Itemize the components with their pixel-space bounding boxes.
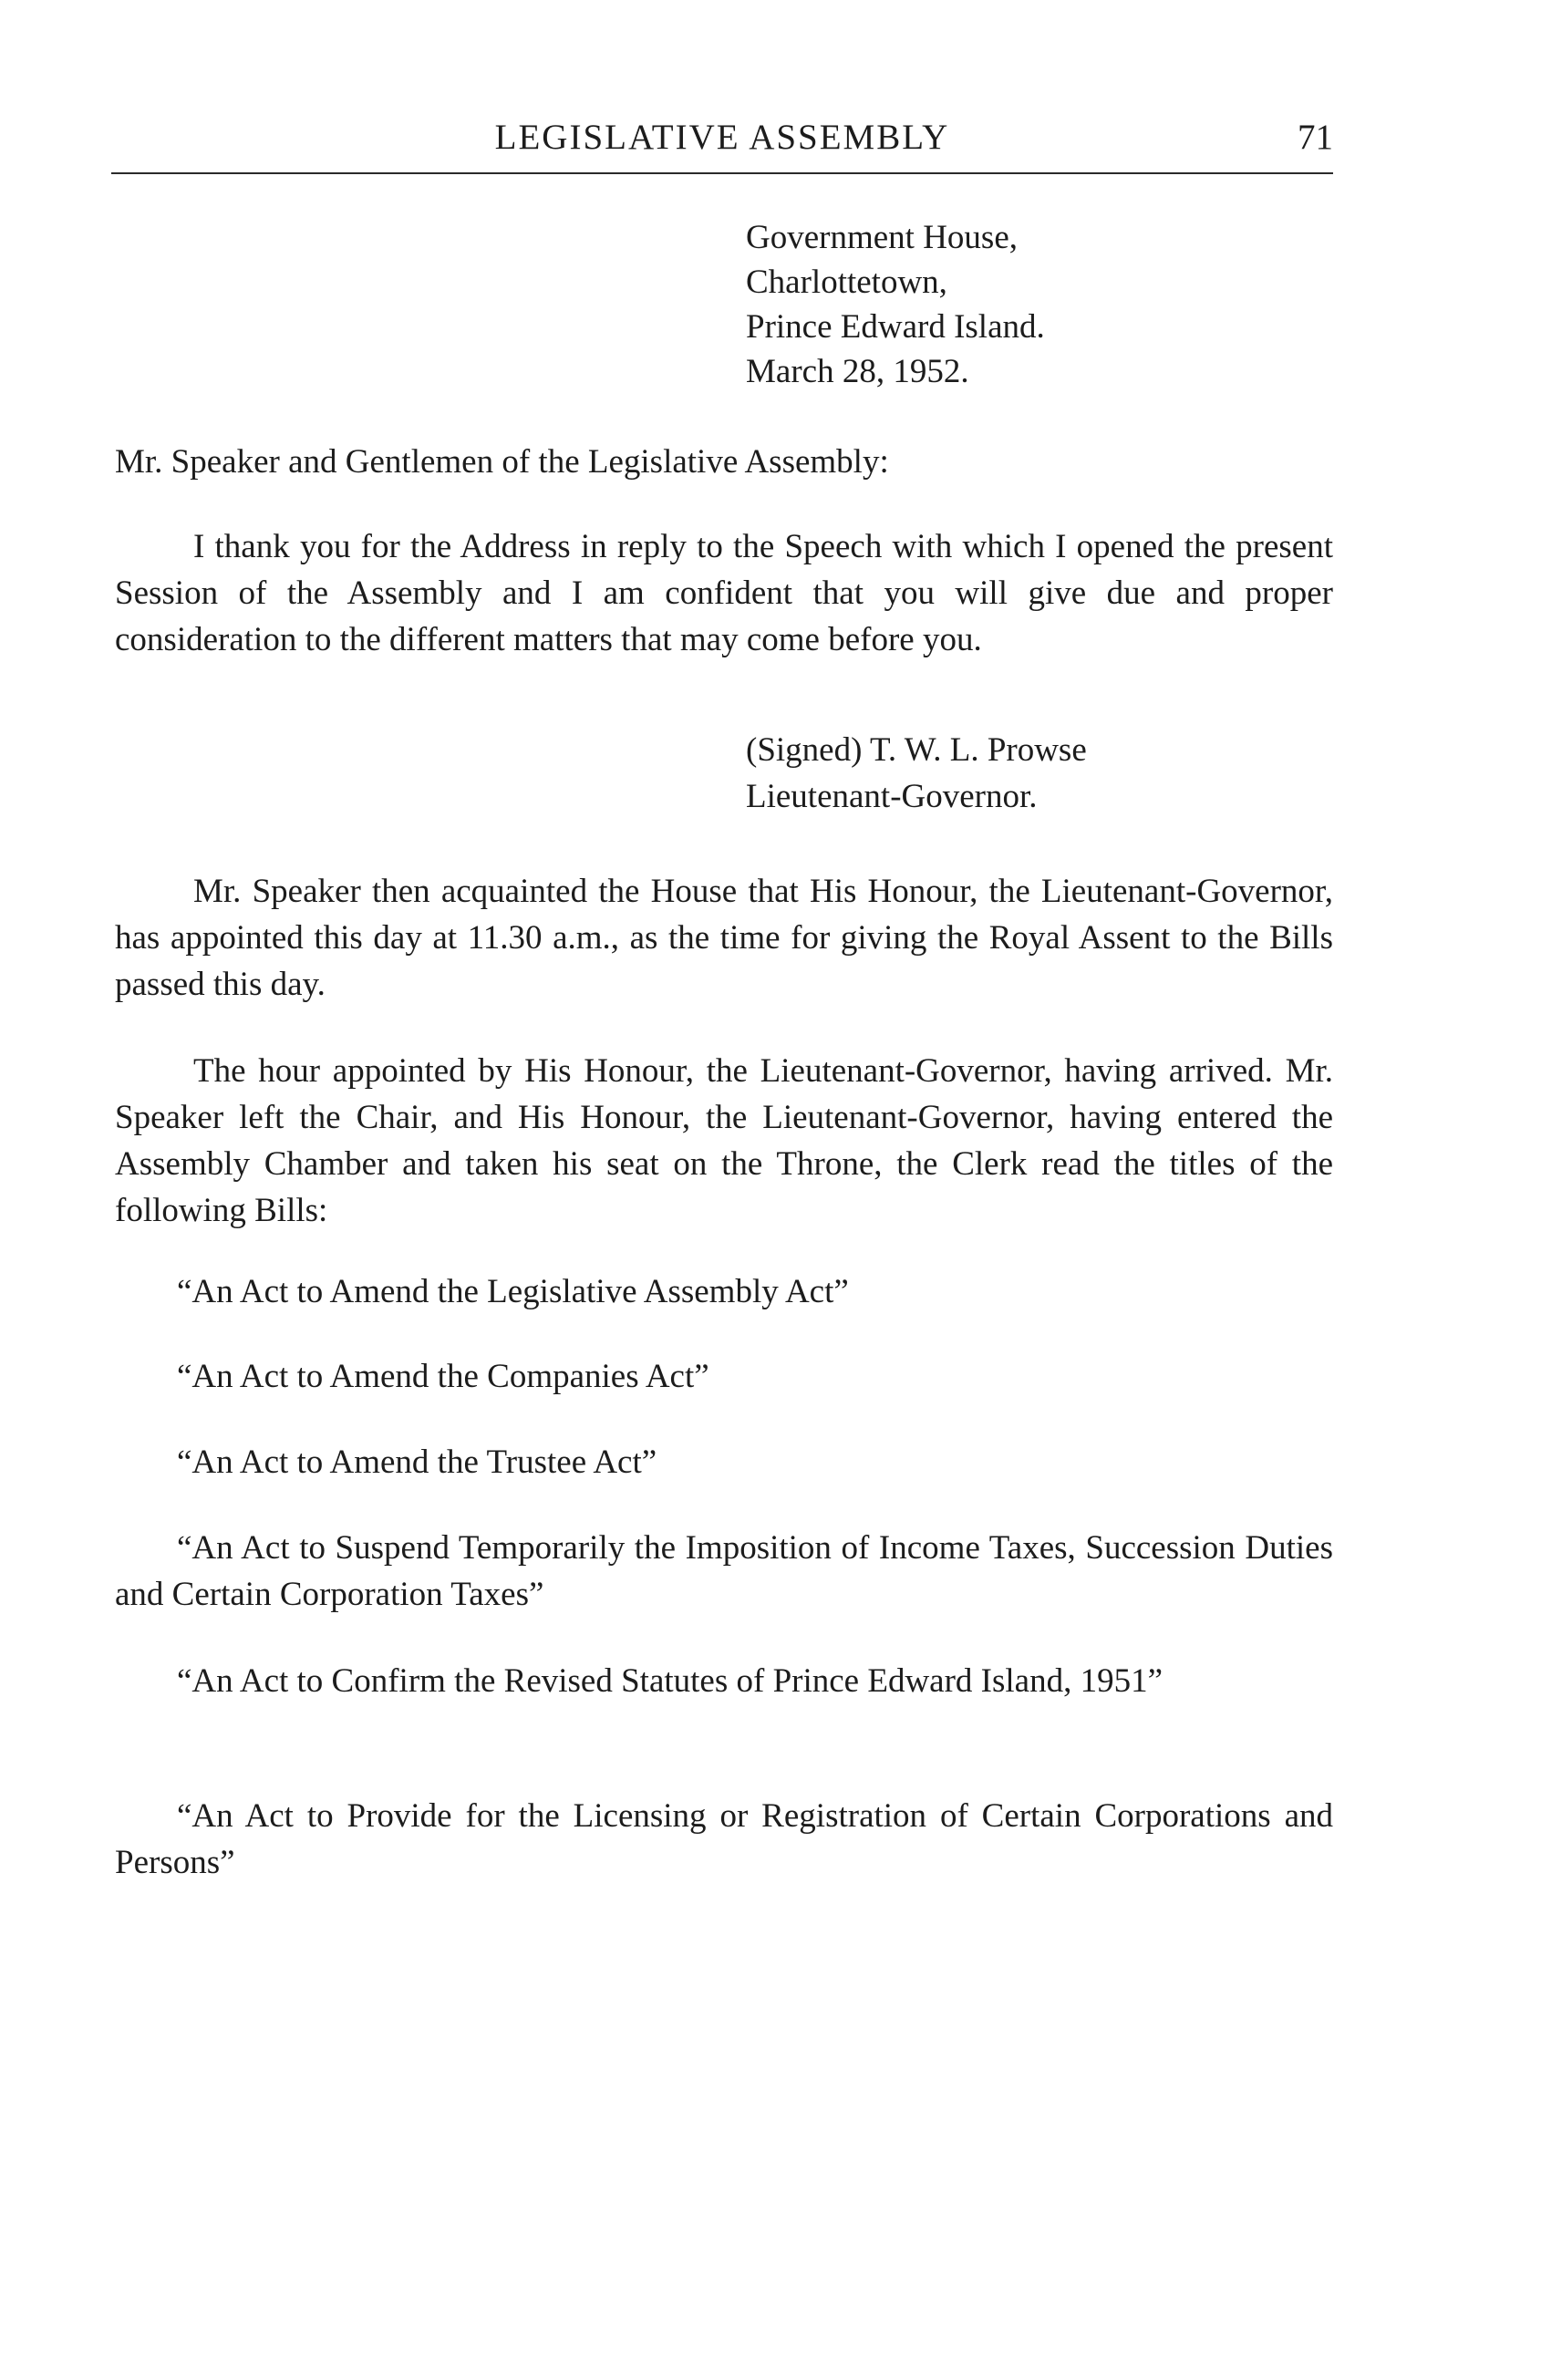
running-head-title: LEGISLATIVE ASSEMBLY	[494, 118, 950, 157]
reply-paragraph: I thank you for the Address in reply to the Speech with which I opened the present Session of the Assembly and I am confident that you will give due and proper consideration to the different matters that may come before you.	[115, 528, 1333, 658]
address-line: Charlottetown,	[746, 264, 947, 301]
speaker-paragraph: Mr. Speaker then acquainted the House that His Honour, the Lieutenant-Governor, has appointed this day at 11.30 a.m., as the time for giving the Royal Assent to the Bills passed this day.	[115, 873, 1333, 1003]
bill-title: “An Act to Amend the Companies Act”	[177, 1358, 709, 1395]
bill-title: “An Act to Amend the Legislative Assembly Act”	[177, 1273, 849, 1310]
bill-title: “An Act to Confirm the Revised Statutes of Prince Edward Island, 1951”	[177, 1662, 1164, 1700]
address-line: Prince Edward Island.	[746, 308, 1045, 346]
bill-title: “An Act to Provide for the Licensing or Registration of Certain Corporations and Persons”	[115, 1797, 1333, 1881]
bill-title: “An Act to Suspend Temporarily the Imposition of Income Taxes, Succession Duties and Certain Corporation Taxes”	[115, 1529, 1333, 1613]
address-line: Government House,	[746, 219, 1018, 256]
running-head	[111, 117, 1333, 171]
hour-paragraph: The hour appointed by His Honour, the Lieutenant-Governor, having arrived. Mr. Speaker left the Chair, and His Honour, the Lieutenant-Governor, having entered the Assembly Chamber and taken his seat on the Throne, the Clerk read the titles of the following Bills:	[115, 1052, 1333, 1229]
bill-title: “An Act to Amend the Trustee Act”	[177, 1444, 657, 1481]
signature-title: Lieutenant-Governor.	[746, 778, 1038, 815]
signature-name: (Signed) T. W. L. Prowse	[746, 731, 1087, 769]
address-date: March 28, 1952.	[746, 353, 969, 390]
salutation: Mr. Speaker and Gentlemen of the Legislative Assembly:	[115, 443, 889, 481]
address-block	[746, 215, 1045, 394]
page-number: 71	[1298, 118, 1333, 157]
signature-block	[746, 727, 1087, 820]
header-rule	[111, 172, 1333, 174]
